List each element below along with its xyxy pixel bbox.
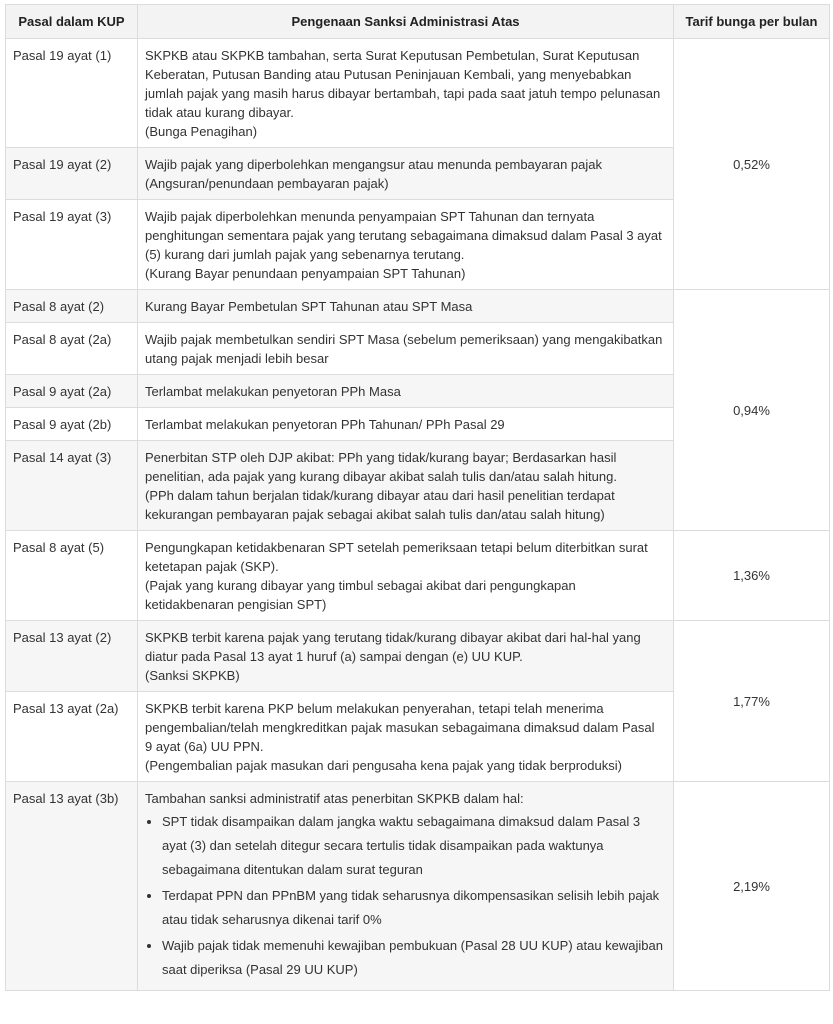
description-note: (Angsuran/penundaan pembayaran pajak) (145, 176, 389, 191)
description-text: Kurang Bayar Pembetulan SPT Tahunan atau SPT Masa (145, 299, 473, 314)
header-sanksi: Pengenaan Sanksi Administrasi Atas (138, 5, 674, 39)
description-cell (138, 375, 674, 408)
bullet-item: • SPT tidak disampaikan dalam jangka waktu sebagaimana dimaksud dalam Pasal 3 ayat (3) dan setelah ditegur secara tertulis tidak disampaikan pada waktunya sebagaimana ditentukan dalam surat teguran (162, 810, 665, 882)
description-text: Wajib pajak yang diperbolehkan mengangsur atau menunda pembayaran pajak (145, 157, 602, 172)
pasal-cell: Pasal 19 ayat (1) (6, 39, 138, 148)
description-cell (138, 782, 674, 991)
rate-cell: 0,52% (674, 39, 830, 290)
pasal-cell: Pasal 8 ayat (5) (6, 531, 138, 621)
description-note: (Pajak yang kurang dibayar yang timbul sebagai akibat dari pengungkapan ketidakbenaran pengisian SPT) (145, 578, 576, 612)
pasal-cell: Pasal 19 ayat (3) (6, 200, 138, 290)
table-row (6, 290, 830, 323)
rate-cell: 1,36% (674, 531, 830, 621)
description-cell (138, 290, 674, 323)
description-cell (138, 441, 674, 531)
description-text: Penerbitan STP oleh DJP akibat: PPh yang tidak/kurang bayar; Berdasarkan hasil penelitian, ada pajak yang kurang dibayar akibat salah tulis dan/atau salah hitung. (145, 450, 617, 484)
description-cell (138, 621, 674, 692)
rate-cell: 0,94% (674, 290, 830, 531)
description-text: SKPKB atau SKPKB tambahan, serta Surat Keputusan Pembetulan, Surat Keputusan Keberatan, Putusan Banding atau Putusan Peninjauan Kembali, yang menyebabkan jumlah pajak yang masih harus dibayar bertambah, tapi pada saat jatuh tempo pelunasan tidak atau kurang dibayar. (145, 48, 661, 120)
description-cell (138, 39, 674, 148)
bullet-list (145, 810, 665, 982)
description-text: Wajib pajak diperbolehkan menunda penyampaian SPT Tahunan dan ternyata penghitungan sementara pajak yang terutang sebagaimana dimaksud dalam Pasal 3 ayat (5) kurang dari jumlah pajak yang sebenarnya terutang. (145, 209, 662, 262)
header-pasal: Pasal dalam KUP (6, 5, 138, 39)
description-text: Terlambat melakukan penyetoran PPh Tahunan/ PPh Pasal 29 (145, 417, 505, 432)
bullet-item: • Terdapat PPN dan PPnBM yang tidak seharusnya dikompensasikan selisih lebih pajak atau tidak seharusnya dikenai tarif 0% (162, 884, 665, 932)
rate-cell: 2,19% (674, 782, 830, 991)
pasal-cell: Pasal 8 ayat (2a) (6, 323, 138, 375)
pasal-cell: Pasal 19 ayat (2) (6, 148, 138, 200)
description-note: (PPh dalam tahun berjalan tidak/kurang dibayar atau dari hasil penelitian terdapat kekurangan pembayaran pajak sebagai akibat salah tulis dan/atau salah hitung) (145, 488, 615, 522)
description-cell (138, 200, 674, 290)
description-note: (Pengembalian pajak masukan dari pengusaha kena pajak yang tidak berproduksi) (145, 758, 622, 773)
description-text: Tambahan sanksi administratif atas penerbitan SKPKB dalam hal: (145, 791, 524, 806)
pasal-cell: Pasal 13 ayat (2a) (6, 692, 138, 782)
table-row (6, 621, 830, 692)
description-cell (138, 692, 674, 782)
pasal-cell: Pasal 13 ayat (3b) (6, 782, 138, 991)
description-cell (138, 323, 674, 375)
pasal-cell: Pasal 8 ayat (2) (6, 290, 138, 323)
table-body (6, 39, 830, 991)
pasal-cell: Pasal 13 ayat (2) (6, 621, 138, 692)
description-note: (Kurang Bayar penundaan penyampaian SPT Tahunan) (145, 266, 466, 281)
rate-cell: 1,77% (674, 621, 830, 782)
table-row (6, 531, 830, 621)
description-text: Wajib pajak membetulkan sendiri SPT Masa (sebelum pemeriksaan) yang mengakibatkan utang pajak menjadi lebih besar (145, 332, 663, 366)
description-text: Terlambat melakukan penyetoran PPh Masa (145, 384, 401, 399)
table-row (6, 39, 830, 148)
pasal-cell: Pasal 9 ayat (2a) (6, 375, 138, 408)
description-note: (Sanksi SKPKB) (145, 668, 240, 683)
description-text: SKPKB terbit karena pajak yang terutang tidak/kurang dibayar akibat dari hal-hal yang diatur pada Pasal 13 ayat 1 huruf (a) sampai dengan (e) UU KUP. (145, 630, 641, 664)
pasal-cell: Pasal 14 ayat (3) (6, 441, 138, 531)
pasal-cell: Pasal 9 ayat (2b) (6, 408, 138, 441)
header-tarif: Tarif bunga per bulan (674, 5, 830, 39)
description-text: SKPKB terbit karena PKP belum melakukan penyerahan, tetapi telah menerima pengembalian/telah mengkreditkan pajak masukan sebagaimana dimaksud dalam Pasal 9 ayat (6a) UU PPN. (145, 701, 655, 754)
description-note: (Bunga Penagihan) (145, 124, 258, 139)
description-cell (138, 148, 674, 200)
sanction-table (5, 4, 830, 991)
description-cell (138, 531, 674, 621)
description-text: Pengungkapan ketidakbenaran SPT setelah pemeriksaan tetapi belum diterbitkan surat ketetapan pajak (SKP). (145, 540, 648, 574)
table-row (6, 782, 830, 991)
description-cell (138, 408, 674, 441)
header-row (6, 5, 830, 39)
bullet-item: • Wajib pajak tidak memenuhi kewajiban pembukuan (Pasal 28 UU KUP) atau kewajiban saat diperiksa (Pasal 29 UU KUP) (162, 934, 665, 982)
